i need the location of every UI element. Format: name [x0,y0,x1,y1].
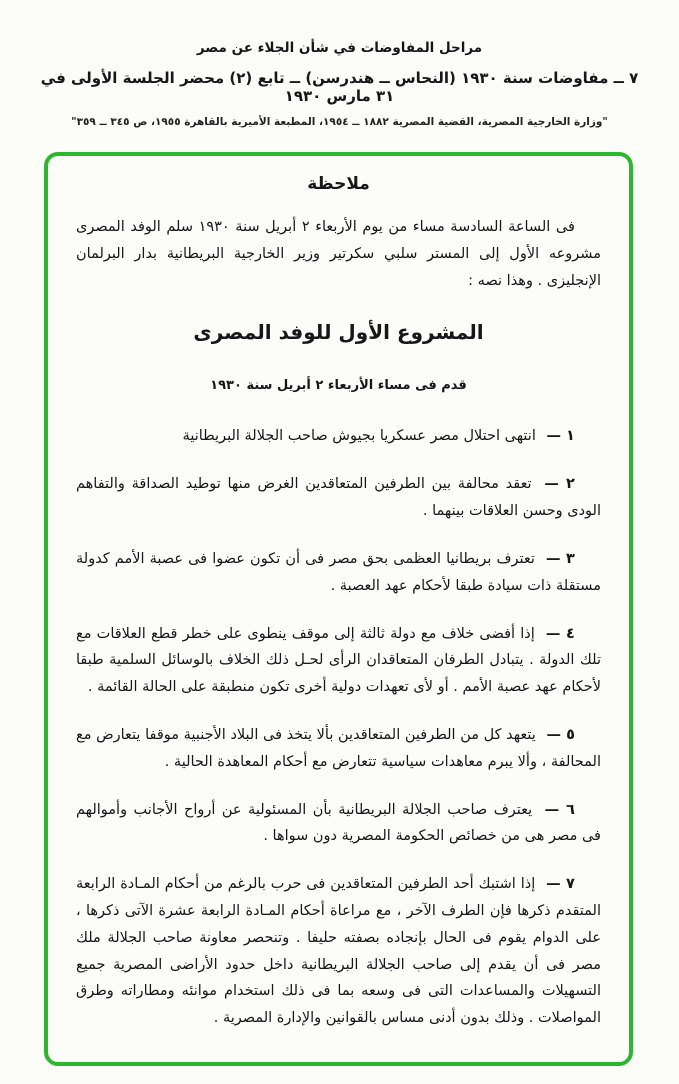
clause-list [76,423,601,1032]
clause-item-3 [76,546,601,600]
clause-item-4 [76,621,601,701]
page-subtitle: ٧ ــ مفاوضات سنة ١٩٣٠ (النحاس ــ هندرسن) ــ تابع (٢) محضر الجلسة الأولى في ٣١ مارس ١٩٣٠ [40,69,639,105]
clause-text-4: إذا أفضى خلاف مع دولة ثالثة إلى موقف ينطوى على خطر قطع العلاقات مع تلك الدولة . يتبادل الطرفان المتعاقدان الرأى لحـل ذلك الخلاف بالوسائل السلمية طبقا لأحكام عهد عصبة الأمم . أو لأى تعهدات دولية أخرى تكون منطبقة على الحالة القائمة . [76,625,601,696]
clause-item-7 [76,871,601,1032]
clause-number-7: ٧ — [546,876,575,893]
document-heading: المشروع الأول للوفد المصرى [193,320,484,345]
clause-text-7: إذا اشتبك أحد الطرفين المتعاقدين فى حرب بالرغم من أحكام المـادة الرابعة المتقدم ذكرها فإن الطرف الآخر ، مع مراعاة أحكام المـادة الرابعة عشرة الآتى ذكرها ، على الدوام يقوم فى الحال بإنجاده بصفته حليفا . وتنحصر معاونة صاحب الجلالة ملك مصر فى أن يقدم إلى صاحب الجلالة البريطانية داخل حدود الأراضى المصرية جميع التسهيلات والمساعدات التى فى وسعه بما فى ذلك استخدام موانئه ومطاراته وطرق المواصلات . وذلك بدون أدنى مساس بالقوانين والإدارة المصرية . [76,876,601,1027]
source-citation: "وزارة الخارجية المصرية، القضية المصرية ١٨٨٢ ــ ١٩٥٤، المطبعة الأميرية بالقاهرة ١٩٥٥، ص ٣٤٥ ــ ٣٥٩" [71,116,608,128]
clause-item-5 [76,722,601,776]
clause-text-1: انتهى احتلال مصر عسكريا بجيوش صاحب الجلالة البريطانية [182,428,536,445]
clause-text-6: يعترف صاحب الجلالة البريطانية بأن المسئولية عن أرواح الأجانب وأموالهم فى مصر هى من خصائص الحكومة المصرية دون سواها . [76,801,601,845]
clause-number-6: ٦ — [544,801,575,818]
clause-number-4: ٤ — [545,625,575,642]
document-subheading: قدم فى مساء الأربعاء ٢ أبريل سنة ١٩٣٠ [210,378,467,394]
clause-number-1: ١ — [546,428,575,445]
page-title: مراحل المفاوضات في شأن الجلاء عن مصر [196,40,483,56]
note-title: ملاحظة [307,174,370,194]
highlighted-document-box [44,152,633,1066]
page-header [0,40,679,128]
clause-text-3: تعترف بريطانيا العظمى بحق مصر فى أن تكون عضوا فى عصبة الأمم كدولة مستقلة ذات سيادة طبقا لأحكام عهد العصبة . [76,550,601,594]
clause-number-2: ٢ — [544,476,575,493]
intro-paragraph: فى الساعة السادسة مساء من يوم الأربعاء ٢ أبريل سنة ١٩٣٠ سلم الوفد المصرى مشروعه الأول إلى المستر سلبي سكرتير وزير الخارجية البريطانية بدار البرلمان الإنجليزى . وهذا نصه : [76,219,601,289]
clause-number-3: ٣ — [546,550,575,567]
clause-item-6 [76,797,601,851]
clause-item-2 [76,471,601,525]
clause-number-5: ٥ — [546,726,575,743]
clause-text-5: يتعهد كل من الطرفين المتعاقدين بألا يتخذ فى البلاد الأجنبية موقفا يتعارض مع المحالفة ، وألا يبرم معاهدات سياسية تتعارض مع أحكام المعاهدة الحالية . [76,726,601,770]
clause-item-1 [76,423,601,450]
clause-text-2: تعقد محالفة بين الطرفين المتعاقدين الغرض منها توطيد الصداقة والتفاهم الودى وحسن العلاقات بينهما . [76,476,601,520]
